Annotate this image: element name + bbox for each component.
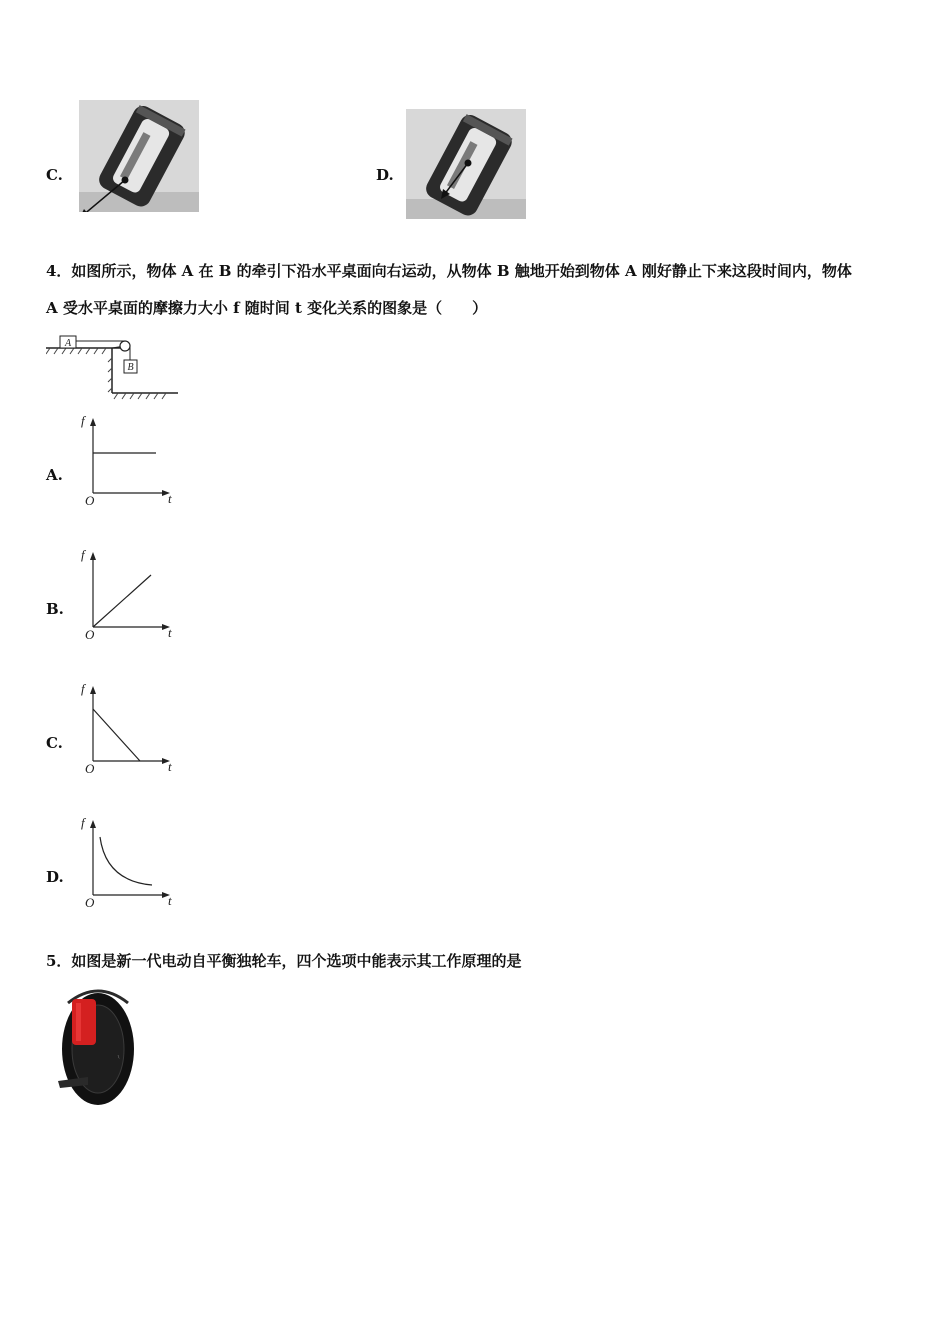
q4-option-c-label: C.: [46, 734, 63, 752]
axis-x-letter: t: [168, 759, 172, 774]
axis-origin: O: [85, 627, 95, 642]
block-a-label: A: [64, 338, 72, 349]
q5-text: 5．如图是新一代电动自平衡独轮车，四个选项中能表示其工作原理的是: [46, 952, 522, 970]
svg-text:~: ~: [114, 1053, 123, 1061]
q4-pulley-figure: [46, 330, 181, 400]
option-d-label: D.: [376, 166, 394, 184]
block-b-label: B: [127, 362, 134, 373]
curve-increasing: [93, 575, 151, 627]
axis-y-letter: f: [81, 547, 85, 562]
q4-option-c-graph: [78, 681, 178, 776]
q4-option-a-graph: [78, 413, 178, 508]
curve-decreasing-curve: [100, 837, 152, 885]
option-c-label: C.: [46, 166, 63, 184]
q4-option-b-graph: [78, 547, 178, 642]
can-photo-c: [79, 100, 199, 212]
unicycle-photo: [54, 985, 139, 1110]
axis-origin: O: [85, 761, 95, 776]
axis-x-letter: t: [168, 625, 172, 640]
can-photo-d: [406, 109, 526, 219]
axis-y-letter: f: [81, 815, 85, 830]
q4-option-d-label: D.: [46, 868, 64, 886]
q4-option-d-graph: [78, 815, 178, 910]
q4-line-2: A 受水平桌面的摩擦力大小 f 随时间 t 变化关系的图象是（ ）: [46, 299, 488, 317]
axis-y-letter: f: [81, 413, 85, 428]
axis-origin: O: [85, 493, 95, 508]
axis-origin: O: [85, 895, 95, 910]
curve-decreasing: [93, 709, 140, 761]
q4-line-1: 4．如图所示，物体 A 在 B 的牵引下沿水平桌面向右运动，从物体 B 触地开始到物体 A 刚好静止下来这段时间内，物体: [46, 262, 852, 280]
q4-option-a-label: A.: [46, 466, 63, 484]
axis-y-letter: f: [81, 681, 85, 696]
q4-option-b-label: B.: [46, 600, 64, 618]
axis-x-letter: t: [168, 491, 172, 506]
axis-x-letter: t: [168, 893, 172, 908]
